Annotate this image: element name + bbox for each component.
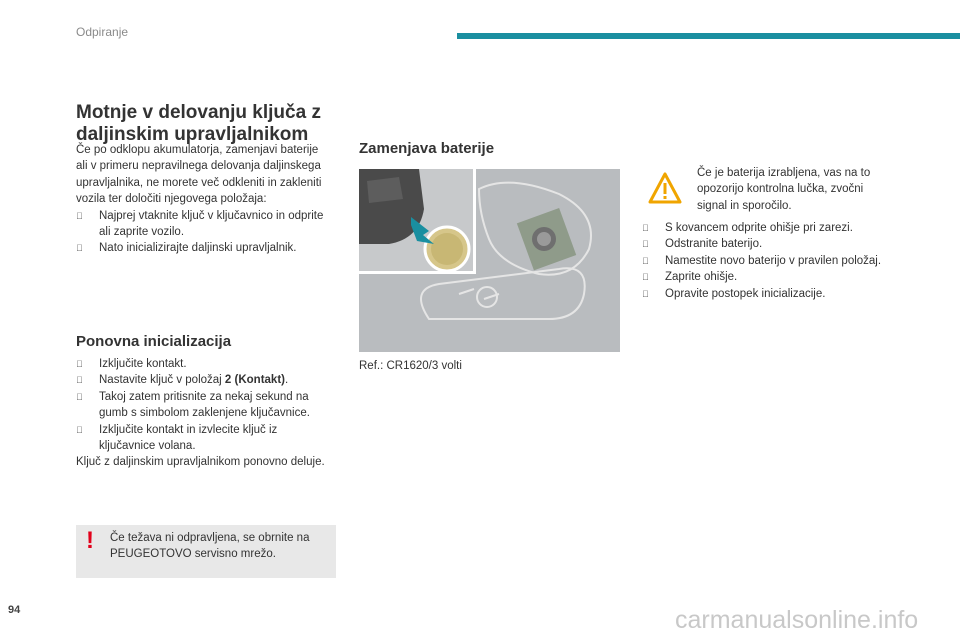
list-item bbox=[642, 286, 922, 302]
watermark: carmanualsonline.info bbox=[675, 606, 919, 634]
step-text: Takoj zatem pritisnite za nekaj sekund na gumb s simbolom zaklenjene ključavnice. bbox=[99, 390, 310, 420]
coin-slot-illustration bbox=[359, 169, 473, 271]
reinit-heading: Ponovna inicializacija bbox=[76, 333, 232, 350]
step-text: Nato inicializirajte daljinski upravljalnik. bbox=[99, 242, 297, 255]
alert-text: Če težava ni odpravljena, se obrnite na PEUGEOTOVO servisno mrežo. bbox=[110, 532, 310, 561]
step-text: Izključite kontakt in izvlecite ključ iz ključavnice volana. bbox=[99, 423, 278, 453]
battery-heading: Zamenjava baterije bbox=[359, 140, 495, 157]
list-item bbox=[642, 269, 922, 285]
bullet-icon bbox=[76, 372, 83, 388]
bullet-icon bbox=[76, 356, 83, 372]
step-text: Namestite novo baterijo v pravilen položaj. bbox=[665, 254, 882, 267]
step-text: S kovancem odprite ohišje pri zarezi. bbox=[665, 222, 853, 234]
bullet-icon bbox=[76, 422, 83, 438]
step-text-bold: 2 (Kontakt) bbox=[224, 374, 285, 387]
bullet-icon bbox=[76, 240, 83, 256]
bullet-icon bbox=[642, 220, 649, 236]
step-text: Odstranite baterijo. bbox=[665, 238, 763, 251]
section-header: Odpiranje bbox=[76, 25, 129, 39]
intro-steps bbox=[76, 208, 326, 257]
list-item bbox=[76, 356, 331, 372]
step-text: Opravite postopek inicializacije. bbox=[665, 287, 826, 300]
list-item bbox=[76, 372, 331, 388]
header-accent-bar bbox=[457, 33, 960, 39]
reinit-steps bbox=[76, 356, 331, 454]
reinit-section bbox=[76, 356, 331, 471]
battery-photo-inset bbox=[359, 169, 476, 274]
list-item bbox=[642, 220, 922, 236]
step-text-after: . bbox=[284, 374, 289, 387]
battery-steps bbox=[642, 220, 922, 302]
list-item bbox=[76, 389, 331, 422]
list-item bbox=[76, 422, 331, 455]
intro-paragraph: Če po odklopu akumulatorja, zamenjavi baterije ali v primeru nepravilnega delovanja daljinskega upravljalnika, ne morete več odkleniti in zakleniti vozila ter določiti njegovega položaja: bbox=[76, 144, 322, 206]
bullet-icon bbox=[76, 208, 83, 224]
step-text: Izključite kontakt. bbox=[99, 358, 187, 370]
bullet-icon bbox=[642, 253, 649, 269]
list-item bbox=[642, 253, 922, 269]
list-item bbox=[76, 208, 326, 241]
list-item bbox=[642, 236, 922, 252]
bullet-icon bbox=[76, 389, 83, 405]
battery-warning-text: Če je baterija izrabljena, vas na to opozorijo kontrolna lučka, zvočni signal in sporočilo. bbox=[697, 167, 871, 212]
page-title: Motnje v delovanju ključa z daljinskim upravljalnikom bbox=[76, 102, 321, 145]
warning-triangle-icon bbox=[648, 172, 682, 204]
battery-reference: Ref.: CR1620/3 volti bbox=[359, 360, 462, 372]
intro-text bbox=[76, 142, 326, 257]
battery-steps-section bbox=[642, 220, 922, 302]
bullet-icon bbox=[642, 269, 649, 285]
alert-icon: ! bbox=[86, 527, 94, 554]
step-text-before: Nastavite ključ v položaj bbox=[99, 374, 225, 387]
bullet-icon bbox=[642, 236, 649, 252]
reinit-closing: Ključ z daljinskim upravljalnikom ponovno deluje. bbox=[76, 456, 325, 469]
step-text: Zaprite ohišje. bbox=[665, 271, 738, 284]
page-number: 94 bbox=[8, 604, 21, 616]
list-item bbox=[76, 240, 326, 256]
step-text: Najprej vtaknite ključ v ključavnico in odprite ali zaprite vozilo. bbox=[99, 209, 324, 239]
bullet-icon bbox=[642, 286, 649, 302]
